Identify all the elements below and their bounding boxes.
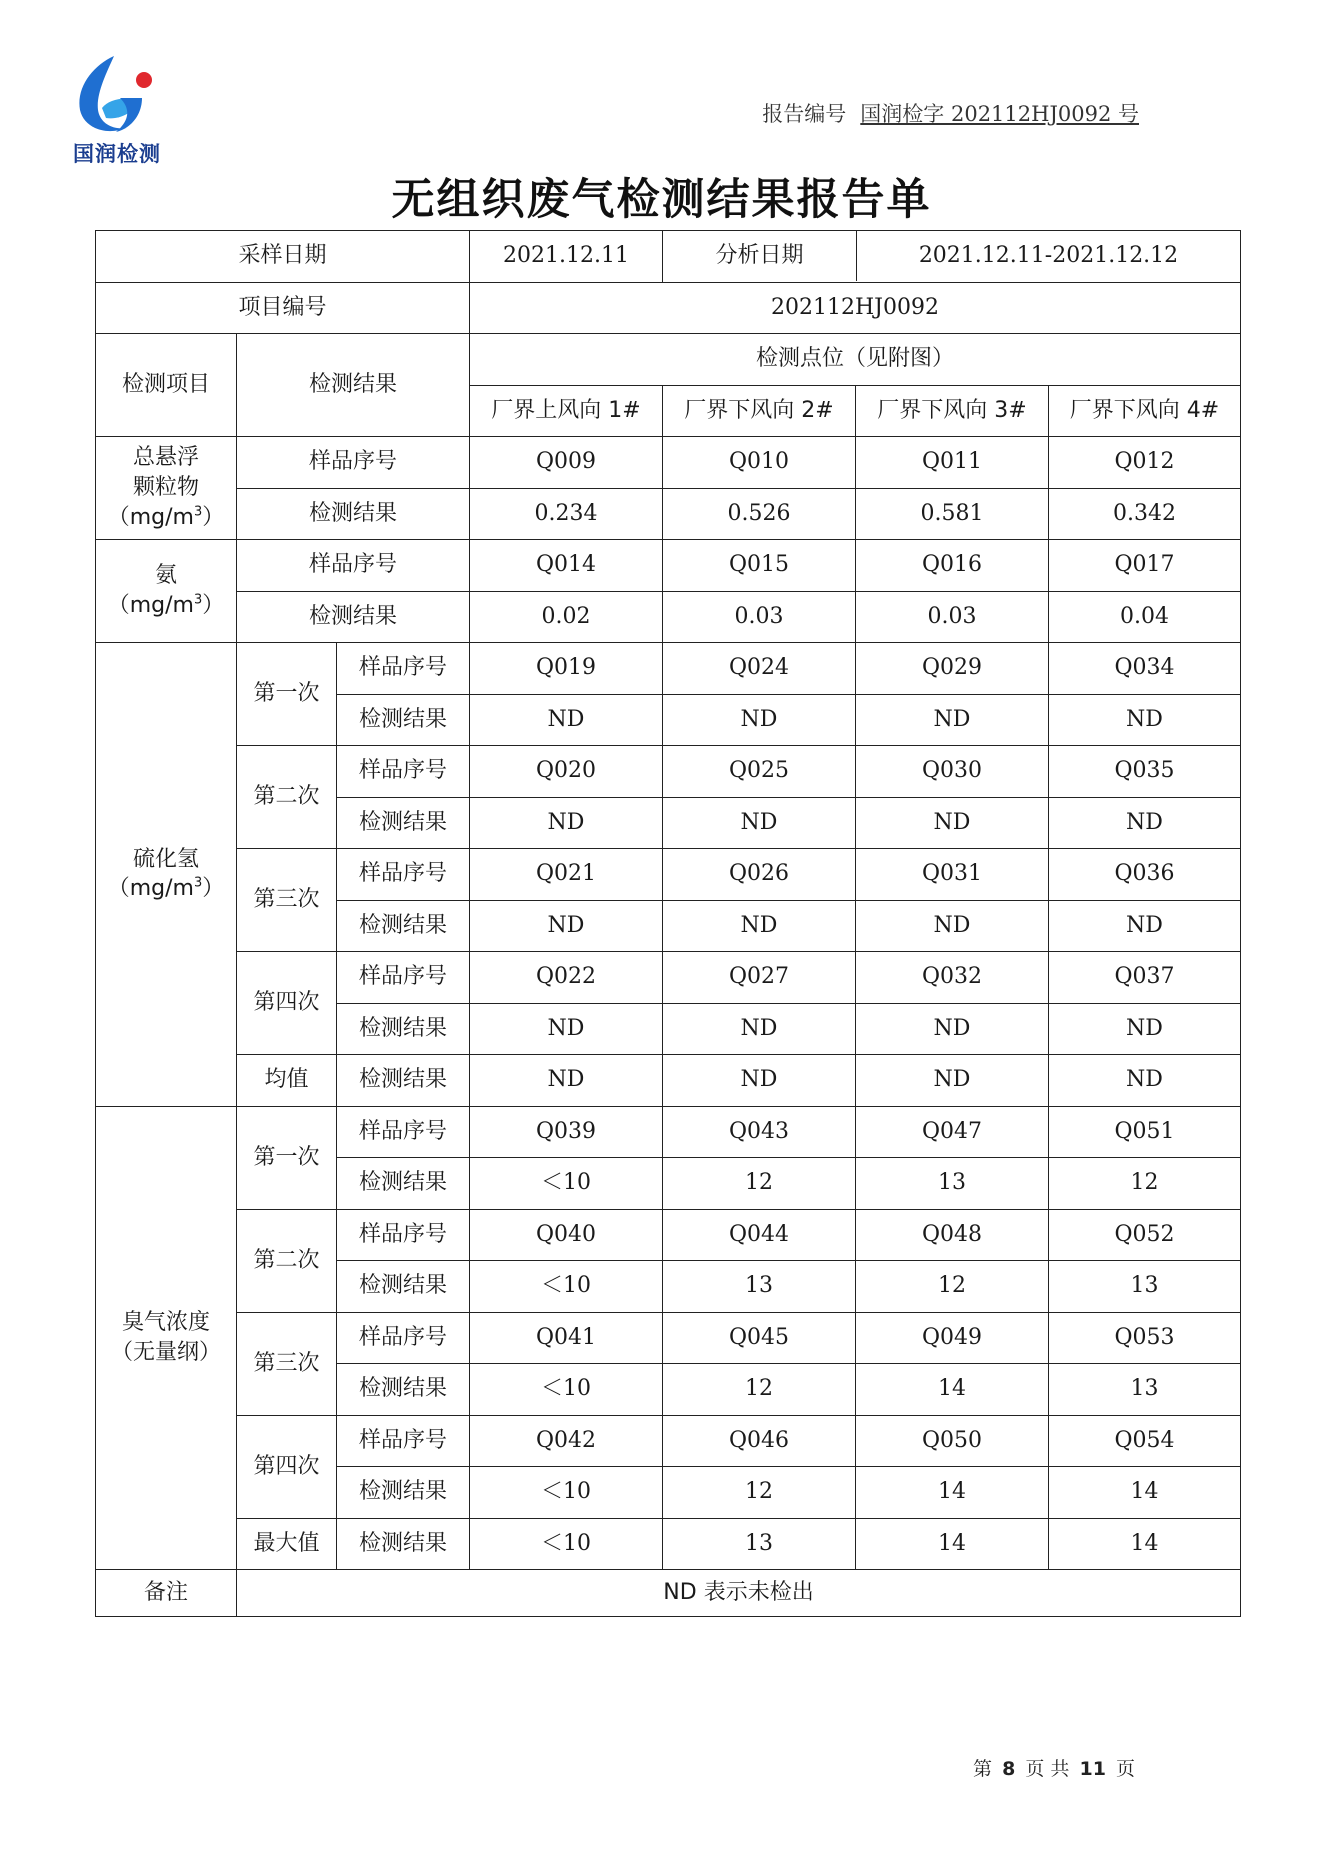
col-header-item: 检测项目 [96, 334, 237, 437]
round-label: 第三次 [237, 849, 337, 952]
table-row [96, 231, 1241, 283]
sample-label: 样品序号 [337, 849, 470, 901]
result-value: 0.526 [663, 488, 856, 540]
result-value: ND [856, 797, 1049, 849]
page-number: 8 [1002, 1758, 1016, 1780]
result-value: ND [856, 1003, 1049, 1055]
table-row [96, 540, 1241, 592]
result-value: 12 [663, 1467, 856, 1519]
result-value: 14 [1049, 1467, 1241, 1519]
result-value: ND [663, 797, 856, 849]
sample-id: Q016 [856, 540, 1049, 592]
sample-id: Q026 [663, 849, 856, 901]
round-label: 第一次 [237, 1106, 337, 1209]
result-label: 检测结果 [337, 1364, 470, 1416]
sample-id: Q021 [470, 849, 663, 901]
sample-id: Q027 [663, 952, 856, 1004]
sample-id: Q041 [470, 1312, 663, 1364]
logo-text: 国润检测 [73, 142, 161, 166]
sample-id: Q049 [856, 1312, 1049, 1364]
sample-id: Q044 [663, 1209, 856, 1261]
sample-id: Q012 [1049, 437, 1241, 489]
project-no-label: 项目编号 [96, 282, 470, 334]
result-value: ＜10 [470, 1158, 663, 1210]
result-value: 0.03 [663, 591, 856, 643]
company-logo [62, 52, 172, 170]
round-label: 第四次 [237, 952, 337, 1055]
sample-id: Q015 [663, 540, 856, 592]
result-value: 0.342 [1049, 488, 1241, 540]
result-label: 检测结果 [237, 488, 470, 540]
result-label: 检测结果 [337, 1158, 470, 1210]
odor-name: 臭气浓度 [121, 1310, 210, 1336]
result-value: 14 [856, 1364, 1049, 1416]
sample-id: Q029 [856, 643, 1049, 695]
page-footer [973, 1754, 1135, 1781]
report-number-value: 国润检字 202112HJ0092 号 [860, 102, 1139, 126]
result-value: ND [470, 694, 663, 746]
result-value: ND [856, 694, 1049, 746]
analysis-date-group [663, 231, 1241, 283]
sample-id: Q022 [470, 952, 663, 1004]
result-value: ND [1049, 1055, 1241, 1107]
table-row [96, 1055, 1241, 1107]
result-value: 0.04 [1049, 591, 1241, 643]
table-row [96, 1209, 1241, 1261]
result-value: ND [1049, 1003, 1241, 1055]
sample-id: Q039 [470, 1106, 663, 1158]
item-ammonia [96, 540, 237, 643]
analysis-date-value: 2021.12.11-2021.12.12 [918, 243, 1179, 269]
table-row [96, 643, 1241, 695]
table-row [96, 1518, 1241, 1570]
table-row [96, 952, 1241, 1004]
sample-id: Q011 [856, 437, 1049, 489]
sample-label: 样品序号 [337, 1209, 470, 1261]
report-number [762, 98, 1139, 128]
sample-id: Q045 [663, 1312, 856, 1364]
result-label: 检测结果 [337, 1261, 470, 1313]
result-value: ND [663, 900, 856, 952]
h2s-unit: $(mg/m^3)$ [107, 875, 225, 902]
sample-id: Q050 [856, 1415, 1049, 1467]
round-label: 第二次 [237, 746, 337, 849]
sample-id: Q019 [470, 643, 663, 695]
sample-id: Q032 [856, 952, 1049, 1004]
result-value: 13 [663, 1261, 856, 1313]
h2s-name: 硫化氢 [132, 846, 199, 872]
sample-id: Q046 [663, 1415, 856, 1467]
result-value: ND [663, 1055, 856, 1107]
footer-mid: 页 共 [1025, 1758, 1070, 1780]
point-header: 厂界下风向 4# [1049, 385, 1241, 437]
sample-label: 样品序号 [337, 952, 470, 1004]
result-label: 检测结果 [337, 1518, 470, 1570]
sample-label: 样品序号 [337, 1312, 470, 1364]
table-row [96, 1415, 1241, 1467]
result-value: ND [470, 1003, 663, 1055]
table-row [96, 1106, 1241, 1158]
table-row [96, 282, 1241, 334]
result-value: 12 [1049, 1158, 1241, 1210]
result-value: ND [856, 1055, 1049, 1107]
result-label: 检测结果 [337, 1467, 470, 1519]
odor-unit: （无量纲） [110, 1339, 221, 1365]
project-no-value: 202112HJ0092 [470, 282, 1241, 334]
result-value: 13 [663, 1518, 856, 1570]
result-value: 0.02 [470, 591, 663, 643]
logo-mark-icon [62, 52, 172, 142]
remarks-text: ND 表示未检出 [237, 1570, 1241, 1617]
round-label: 第四次 [237, 1415, 337, 1518]
result-value: 13 [1049, 1364, 1241, 1416]
result-value: ＜10 [470, 1467, 663, 1519]
result-value: ND [663, 1003, 856, 1055]
result-value: 0.234 [470, 488, 663, 540]
result-label: 检测结果 [237, 591, 470, 643]
footer-post: 页 [1115, 1758, 1135, 1780]
result-value: 12 [856, 1261, 1049, 1313]
sample-id: Q024 [663, 643, 856, 695]
result-label: 检测结果 [337, 1003, 470, 1055]
result-value: 12 [663, 1158, 856, 1210]
sample-id: Q034 [1049, 643, 1241, 695]
sample-id: Q020 [470, 746, 663, 798]
table-row [96, 849, 1241, 901]
tsp-name-line2: 颗粒物 [132, 475, 199, 501]
table-row [96, 488, 1241, 540]
ammonia-unit: $(mg/m^3)$ [107, 592, 225, 618]
analysis-date-label: 分析日期 [663, 231, 857, 281]
sample-label: 样品序号 [237, 540, 470, 592]
tsp-unit: $(mg/m^3)$ [107, 504, 225, 530]
sample-label: 样品序号 [337, 1415, 470, 1467]
point-header: 厂界下风向 2# [663, 385, 856, 437]
item-odor [96, 1106, 237, 1570]
result-value: ND [856, 900, 1049, 952]
sample-label: 样品序号 [337, 1106, 470, 1158]
sample-id: Q047 [856, 1106, 1049, 1158]
sample-id: Q017 [1049, 540, 1241, 592]
table-row [96, 437, 1241, 489]
result-value: ND [470, 797, 663, 849]
result-value: 12 [663, 1364, 856, 1416]
result-value: ND [663, 694, 856, 746]
sample-id: Q009 [470, 437, 663, 489]
sample-label: 样品序号 [337, 643, 470, 695]
sample-id: Q040 [470, 1209, 663, 1261]
summary-label: 均值 [237, 1055, 337, 1107]
result-value: 14 [1049, 1518, 1241, 1570]
sample-id: Q053 [1049, 1312, 1241, 1364]
sample-id: Q035 [1049, 746, 1241, 798]
table-row [96, 746, 1241, 798]
result-label: 检测结果 [337, 797, 470, 849]
result-value: 14 [856, 1518, 1049, 1570]
result-label: 检测结果 [337, 694, 470, 746]
table-row [96, 591, 1241, 643]
sample-id: Q030 [856, 746, 1049, 798]
round-label: 第二次 [237, 1209, 337, 1312]
tsp-name-line1: 总悬浮 [132, 445, 199, 471]
results-table [95, 230, 1241, 1617]
round-label: 第一次 [237, 643, 337, 746]
point-header: 厂界下风向 3# [856, 385, 1049, 437]
sample-id: Q010 [663, 437, 856, 489]
sample-id: Q042 [470, 1415, 663, 1467]
total-pages: 11 [1079, 1758, 1106, 1780]
result-value: ND [470, 900, 663, 952]
table-row [96, 334, 1241, 386]
report-number-label: 报告编号 [762, 102, 847, 126]
result-value: ND [470, 1055, 663, 1107]
item-tsp [96, 437, 237, 540]
result-value: 13 [1049, 1261, 1241, 1313]
result-value: 0.581 [856, 488, 1049, 540]
result-value: ＜10 [470, 1261, 663, 1313]
summary-label: 最大值 [237, 1518, 337, 1570]
result-value: 0.03 [856, 591, 1049, 643]
sample-label: 样品序号 [237, 437, 470, 489]
sample-id: Q043 [663, 1106, 856, 1158]
sample-label: 样品序号 [337, 746, 470, 798]
table-row [96, 1570, 1241, 1617]
sample-id: Q036 [1049, 849, 1241, 901]
result-value: ND [1049, 694, 1241, 746]
sample-id: Q048 [856, 1209, 1049, 1261]
sample-id: Q054 [1049, 1415, 1241, 1467]
footer-pre: 第 [973, 1758, 993, 1780]
table-row [96, 1312, 1241, 1364]
col-header-points: 检测点位（见附图） [470, 334, 1241, 386]
round-label: 第三次 [237, 1312, 337, 1415]
result-value: 13 [856, 1158, 1049, 1210]
sample-id: Q025 [663, 746, 856, 798]
remarks-label: 备注 [96, 1570, 237, 1617]
sample-id: Q014 [470, 540, 663, 592]
result-value: ＜10 [470, 1518, 663, 1570]
sampling-date-label: 采样日期 [96, 231, 470, 283]
col-header-result: 检测结果 [237, 334, 470, 437]
result-label: 检测结果 [337, 900, 470, 952]
result-value: ＜10 [470, 1364, 663, 1416]
result-value: 14 [856, 1467, 1049, 1519]
sampling-date-value: 2021.12.11 [470, 231, 663, 283]
result-label: 检测结果 [337, 1055, 470, 1107]
result-value: ND [1049, 797, 1241, 849]
sample-id: Q051 [1049, 1106, 1241, 1158]
sample-id: Q052 [1049, 1209, 1241, 1261]
sample-id: Q037 [1049, 952, 1241, 1004]
point-header: 厂界上风向 1# [470, 385, 663, 437]
item-h2s [96, 643, 237, 1107]
document-title: 无组织废气检测结果报告单 [391, 175, 932, 225]
ammonia-name: 氨 [154, 563, 177, 589]
result-value: ND [1049, 900, 1241, 952]
sample-id: Q031 [856, 849, 1049, 901]
